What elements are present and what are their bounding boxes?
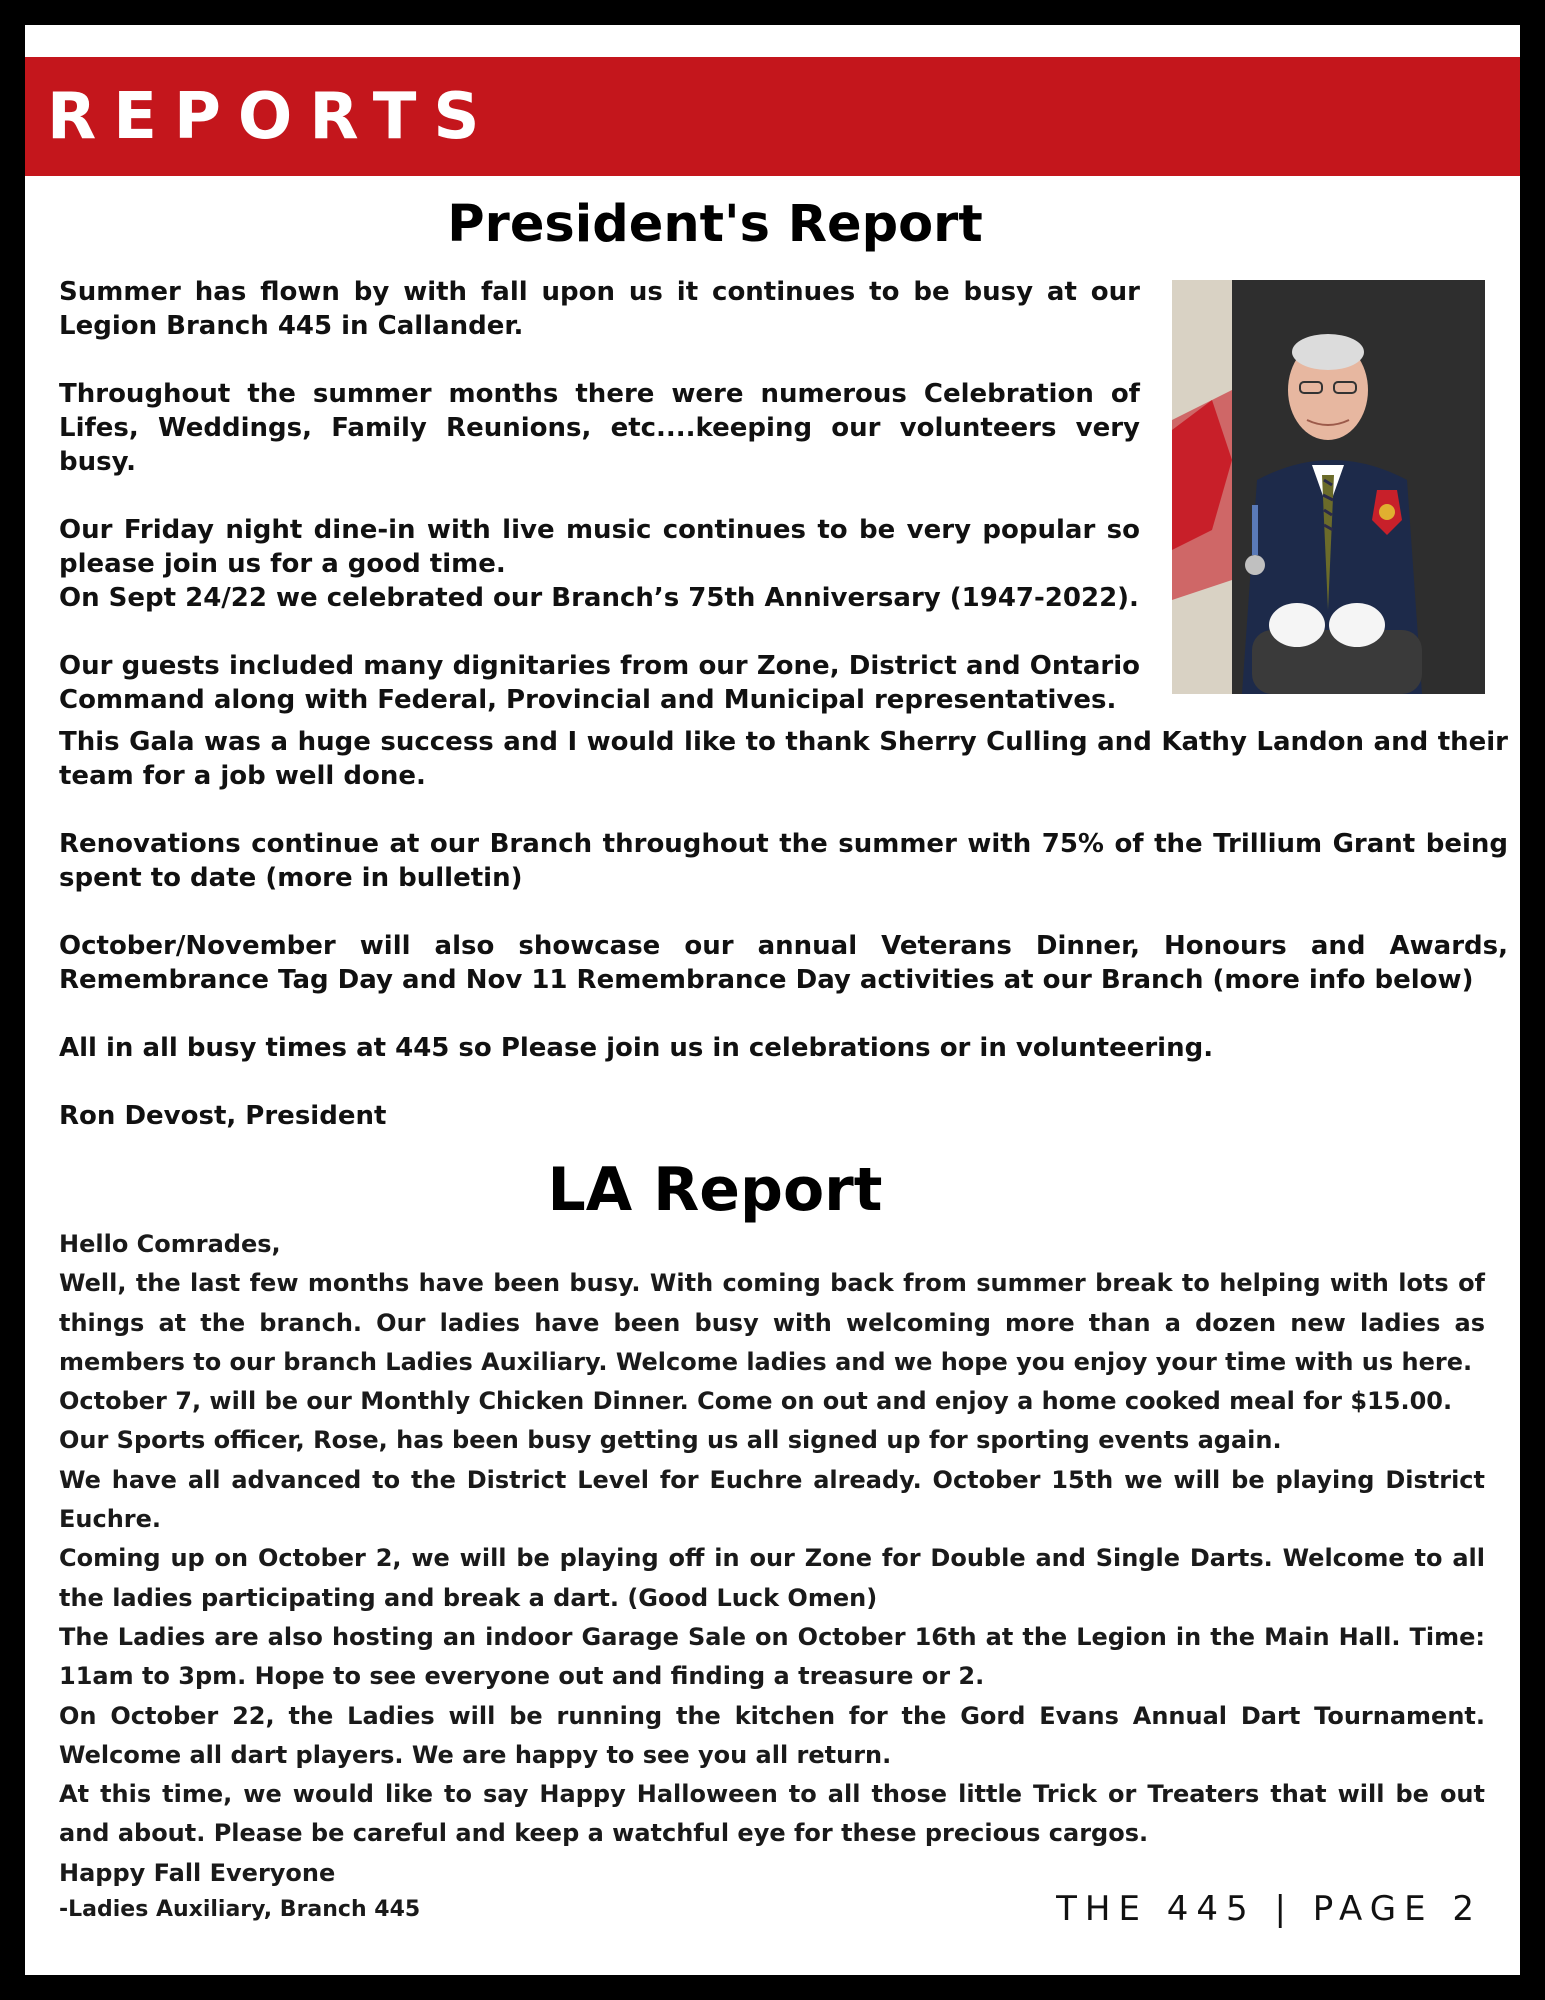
presidents-report-body — [59, 275, 1508, 1167]
president-paragraph: October/November will also showcase our annual Veterans Dinner, Honours and Awards, Remembrance Tag Day and Nov 11 Remembrance Day activities at our Branch (more info below) — [59, 931, 1508, 995]
la-signature: -Ladies Auxiliary, Branch 445 — [59, 1897, 421, 1922]
president-paragraph: On Sept 24/22 we celebrated our Branch’s 75th Anniversary (1947-2022). — [59, 583, 1139, 613]
president-paragraph: Summer has flown by with fall upon us it continues to be busy at our Legion Branch 445 in Callander. — [59, 277, 1140, 341]
la-line: We have all advanced to the District Level for Euchre already. October 15th we will be playing District Euchre. — [59, 1465, 1485, 1534]
president-paragraph: This Gala was a huge success and I would like to thank Sherry Culling and Kathy Landon and their team for a job well done. — [59, 727, 1508, 791]
la-report-body — [59, 1225, 1485, 1893]
la-report-title: LA Report — [547, 1155, 883, 1225]
presidents-report-title: President's Report — [447, 195, 983, 254]
la-line: Happy Fall Everyone — [59, 1858, 336, 1887]
la-line: Coming up on October 2, we will be playing off in our Zone for Double and Single Darts. Welcome to all the ladies participating and break a dart. (Good Luck Omen) — [59, 1544, 1485, 1612]
president-paragraph: All in all busy times at 445 so Please join us in celebrations or in volunteering. — [59, 1033, 1214, 1063]
newsletter-page — [25, 25, 1520, 1975]
la-line: Hello Comrades, — [59, 1230, 281, 1258]
la-line: The Ladies are also hosting an indoor Garage Sale on October 16th at the Legion in the Main Hall. Time: 11am to 3pm. Hope to see everyone out and finding a treasure or 2. — [59, 1622, 1485, 1691]
la-line: Our Sports officer, Rose, has been busy getting us all signed up for sporting events again. — [59, 1426, 1282, 1455]
banner-title: REPORTS — [47, 80, 497, 154]
la-line: Well, the last few months have been busy. With coming back from summer break to helping with lots of things at the branch. Our ladies have been busy with welcoming more than a dozen new ladies as members to our branch Ladies Auxiliary. Welcome ladies and we hope you enjoy your time with us here. — [59, 1269, 1485, 1376]
page-footer: THE 445 | PAGE 2 — [1056, 1889, 1482, 1929]
reports-banner — [25, 57, 1520, 176]
president-paragraph: Throughout the summer months there were numerous Celebration of Lifes, Weddings, Family Reunions, etc....keeping our volunteers very busy. — [59, 379, 1140, 477]
la-line: On October 22, the Ladies will be running the kitchen for the Gord Evans Annual Dart Tournament. Welcome all dart players. We are happy to see you all return. — [59, 1701, 1485, 1769]
president-paragraph: Our guests included many dignitaries from our Zone, District and Ontario Command along with Federal, Provincial and Municipal representatives. — [59, 651, 1140, 715]
president-paragraph: Our Friday night dine-in with live music continues to be very popular so please join us for a good time. — [59, 515, 1140, 579]
la-line: October 7, will be our Monthly Chicken Dinner. Come on out and enjoy a home cooked meal for $15.00. — [59, 1387, 1453, 1416]
president-paragraph: Renovations continue at our Branch throughout the summer with 75% of the Trillium Grant being spent to date (more in bulletin) — [59, 829, 1508, 893]
president-signature: Ron Devost, President — [59, 1101, 387, 1131]
la-line: At this time, we would like to say Happy Halloween to all those little Trick or Treaters that will be out and about. Please be careful and keep a watchful eye for these precious cargos. — [59, 1780, 1485, 1848]
